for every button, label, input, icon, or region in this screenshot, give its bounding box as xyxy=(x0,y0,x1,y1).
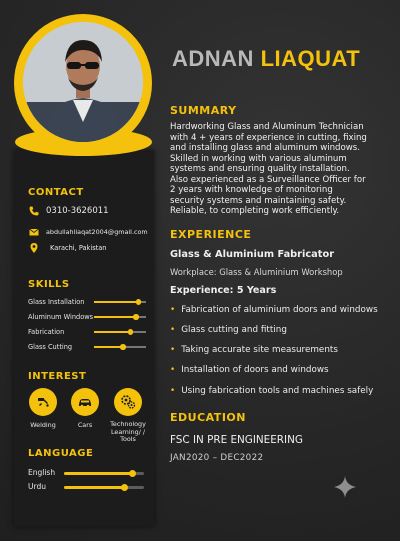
gears-icon xyxy=(114,388,142,416)
car-icon xyxy=(71,388,99,416)
interest-technology xyxy=(106,388,150,444)
language-bar-fill xyxy=(64,472,132,475)
contact-phone xyxy=(28,205,109,217)
interest-label: Welding xyxy=(30,421,56,429)
first-name: ADNAN xyxy=(172,46,254,71)
skill-bar-fill xyxy=(94,331,130,333)
summary-line: Also experienced as a Surveillance Officer for xyxy=(170,174,366,185)
bullet-dot-icon: • xyxy=(170,325,176,335)
interest-label: Technology Learning/ / Tools xyxy=(110,420,146,443)
skill-bar-fill xyxy=(94,316,136,318)
skills-heading: SKILLS xyxy=(28,279,70,290)
summary-text xyxy=(170,122,392,217)
contact-email xyxy=(28,226,148,238)
bullet-text: Fabrication of aluminium doors and windows xyxy=(181,305,378,315)
language-heading: LANGUAGE xyxy=(28,448,94,459)
interest-label: Cars xyxy=(77,421,93,429)
experience-heading: EXPERIENCE xyxy=(170,228,252,241)
language-label: Urdu xyxy=(28,482,46,491)
experience-bullet xyxy=(170,386,373,396)
language-bar xyxy=(64,472,144,475)
experience-bullet xyxy=(170,345,338,355)
language-row xyxy=(28,468,148,477)
contact-location xyxy=(28,242,106,254)
skill-label: Glass Cutting xyxy=(28,343,73,351)
skill-bar-knob xyxy=(136,299,142,305)
summary-line: with 4 + years of experience in cutting, fixing xyxy=(170,132,367,143)
location-pin-icon xyxy=(28,242,40,254)
phone-number: 0310-3626011 xyxy=(46,206,109,216)
skill-row xyxy=(28,313,146,321)
profile-photo xyxy=(23,22,143,142)
bullet-text: Using fabrication tools and machines safely xyxy=(181,386,374,396)
skill-label: Fabrication xyxy=(28,328,65,336)
skill-row xyxy=(28,298,146,306)
skill-bar-knob xyxy=(128,329,134,335)
summary-line: and installing glass and aluminum windows. xyxy=(170,143,361,153)
interest-heading: INTEREST xyxy=(28,371,87,382)
skill-label: Aluminum Windows xyxy=(28,313,94,321)
location-text: Karachi, Pakistan xyxy=(50,244,107,252)
bullet-dot-icon: • xyxy=(170,386,176,396)
language-bar-knob xyxy=(129,470,136,477)
language-bar-fill xyxy=(64,486,124,489)
language-label: English xyxy=(28,468,56,477)
welding-icon xyxy=(29,388,57,416)
education-dates: JAN2020 – DEC2022 xyxy=(170,453,264,463)
workplace: Workplace: Glass & Aluminium Workshop xyxy=(170,267,343,277)
summary-line: Skilled in working with various aluminum xyxy=(170,153,347,164)
bullet-dot-icon: • xyxy=(170,345,176,355)
bullet-text: Glass cutting and fitting xyxy=(181,325,287,335)
language-bar-knob xyxy=(121,484,128,491)
skill-bar-fill xyxy=(94,301,138,303)
skill-bar-fill xyxy=(94,346,123,348)
summary-line: Hardworking Glass and Aluminum Technician xyxy=(170,122,364,132)
job-role: Glass & Aluminium Fabricator xyxy=(170,249,335,260)
skill-bar-knob xyxy=(133,314,139,320)
summary-line: security systems and maintaining safety. xyxy=(170,195,347,206)
last-name: LIAQUAT xyxy=(260,46,361,71)
bullet-dot-icon: • xyxy=(170,365,176,375)
summary-heading: SUMMARY xyxy=(170,104,237,117)
skill-bar xyxy=(94,346,146,348)
summary-line: Reliable, to completing work efficiently. xyxy=(170,206,340,216)
skill-bar xyxy=(94,331,146,333)
skill-bar xyxy=(94,301,146,303)
skill-row xyxy=(28,343,146,351)
education-heading: EDUCATION xyxy=(170,411,246,424)
mail-icon xyxy=(28,226,40,238)
interest-cars xyxy=(66,388,104,429)
bullet-text: Installation of doors and windows xyxy=(181,365,329,375)
skill-bar-knob xyxy=(120,344,126,350)
experience-bullet xyxy=(170,305,378,315)
summary-line: systems and ensuring quality installation. xyxy=(170,164,350,174)
degree: FSC IN PRE ENGINEERING xyxy=(170,434,303,446)
email-address: abdullahliaqat2004@gmail.com xyxy=(46,228,148,236)
experience-years: Experience: 5 Years xyxy=(170,285,277,296)
language-row xyxy=(28,482,148,491)
skill-label: Glass Installation xyxy=(28,298,85,306)
contact-heading: CONTACT xyxy=(28,187,84,198)
summary-line: 2 years with knowledge of monitoring xyxy=(170,185,333,195)
skill-bar xyxy=(94,316,146,318)
candidate-name xyxy=(172,46,360,72)
bullet-text: Taking accurate site measurements xyxy=(181,345,338,355)
skill-row xyxy=(28,328,146,336)
experience-bullet xyxy=(170,365,329,375)
phone-icon xyxy=(28,205,40,217)
sparkle-icon xyxy=(334,476,356,498)
language-bar xyxy=(64,486,144,489)
interest-welding xyxy=(24,388,62,429)
experience-bullet xyxy=(170,325,287,335)
bullet-dot-icon: • xyxy=(170,305,176,315)
